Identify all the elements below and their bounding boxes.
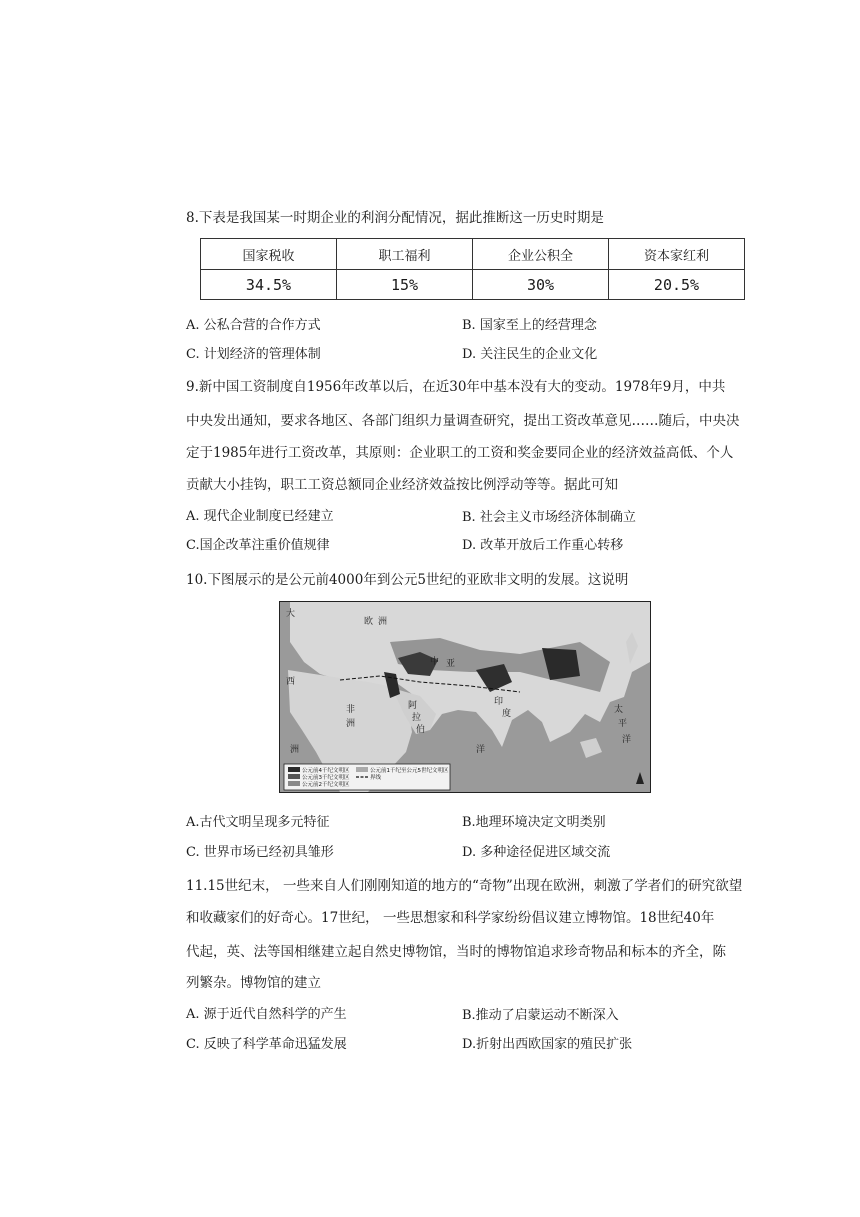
legend-item: 公元前2千纪文明区 <box>302 782 350 788</box>
map-label: 印 <box>494 697 504 707</box>
q11-option-d[interactable]: D.折射出西欧国家的殖民扩张 <box>462 1037 633 1052</box>
table-cell: 15% <box>337 270 473 300</box>
map-label: 平 <box>618 719 628 729</box>
table-cell: 34.5% <box>201 270 337 300</box>
q11-option-c[interactable]: C. 反映了科学革命迅猛发展 <box>186 1037 347 1052</box>
table-header-cell: 企业公积全 <box>473 239 609 270</box>
table-header-cell: 职工福利 <box>337 239 473 270</box>
q8-option-d[interactable]: D. 关注民生的企业文化 <box>462 347 598 362</box>
map-label: 亚 <box>446 659 456 669</box>
q11-option-b[interactable]: B.推动了启蒙运动不断深入 <box>462 1008 619 1023</box>
q10-option-a[interactable]: A.古代文明呈现多元特征 <box>186 815 330 830</box>
q9-line: 中央发出通知，要求各地区、各部门组织力量调查研究，提出工资改革意见……随后，中央决 <box>186 413 740 429</box>
map-label: 非 <box>346 705 356 715</box>
q9-option-a[interactable]: A. 现代企业制度已经建立 <box>186 509 334 524</box>
table-cell: 30% <box>473 270 609 300</box>
map-label: 伯 <box>416 725 426 735</box>
map-label: 中 <box>430 657 440 667</box>
map-label: 洲 <box>290 745 300 755</box>
map-label: 洲 <box>378 617 388 627</box>
map-label: 洲 <box>346 719 356 729</box>
table-cell: 20.5% <box>609 270 745 300</box>
map-label: 大 <box>286 609 296 619</box>
q10-stem: 10.下图展示的是公元前4000年到公元5世纪的亚欧非文明的发展。这说明 <box>186 572 629 588</box>
table-header-cell: 资本家红利 <box>609 239 745 270</box>
table-row <box>201 270 745 300</box>
map-label: 洋 <box>476 745 486 755</box>
legend-swatch <box>356 767 368 772</box>
map-label: 太 <box>614 705 624 715</box>
q11-line: 代起，英、法等国相继建立起自然史博物馆，当时的博物馆追求珍奇物品和标本的齐全，陈 <box>186 944 726 960</box>
map-label: 西 <box>286 677 296 687</box>
table-header-row <box>201 239 745 270</box>
q8-option-c[interactable]: C. 计划经济的管理体制 <box>186 347 321 362</box>
profit-distribution-table <box>200 238 745 300</box>
q9-option-d[interactable]: D. 改革开放后工作重心转移 <box>462 538 624 553</box>
q11-line: 和收藏家们的好奇心。17世纪， 一些思想家和科学家纷纷倡议建立博物馆。18世纪40年 <box>186 910 715 926</box>
legend-swatch <box>288 767 300 772</box>
legend-swatch <box>288 774 300 779</box>
q8-option-b[interactable]: B. 国家至上的经营理念 <box>462 318 597 333</box>
legend-item: 公元前4千纪文明区 <box>302 768 350 774</box>
legend-item: 公元前3千纪文明区 <box>302 775 350 781</box>
legend-swatch <box>288 781 300 786</box>
q11-option-a[interactable]: A. 源于近代自然科学的产生 <box>186 1007 347 1022</box>
table-header-cell: 国家税收 <box>201 239 337 270</box>
q9-option-c[interactable]: C.国企改革注重价值规律 <box>186 538 330 553</box>
q9-line: 贡献大小挂钩，职工工资总额同企业经济效益按比例浮动等等。据此可知 <box>186 477 618 493</box>
q10-option-d[interactable]: D. 多种途径促进区域交流 <box>462 845 611 860</box>
civilization-map <box>279 601 651 793</box>
map-label: 欧 <box>364 617 374 627</box>
civilization-map-svg <box>280 602 650 792</box>
map-label: 洋 <box>622 735 632 745</box>
q9-line: 定于1985年进行工资改革，其原则：企业职工的工资和奖金要同企业的经济效益高低、个人 <box>186 445 734 461</box>
q8-stem: 8.下表是我国某一时期企业的利润分配情况，据此推断这一历史时期是 <box>186 210 604 226</box>
map-label: 阿 <box>408 701 418 711</box>
q10-option-b[interactable]: B.地理环境决定文明类别 <box>462 815 606 830</box>
q10-option-c[interactable]: C. 世界市场已经初具雏形 <box>186 845 334 860</box>
q8-option-a[interactable]: A. 公私合营的合作方式 <box>186 318 321 333</box>
q9-line: 9.新中国工资制度自1956年改革以后，在近30年中基本没有大的变动。1978年9月，中共 <box>186 379 726 395</box>
legend-item: 公元前1千纪至公元5世纪文明区 <box>370 768 449 774</box>
q9-option-b[interactable]: B. 社会主义市场经济体制确立 <box>462 510 636 525</box>
q11-line: 11.15世纪末， 一些来自人们刚刚知道的地方的“奇物”出现在欧洲，刺激了学者们的研究欲望 <box>186 878 743 894</box>
legend-item: 界线 <box>370 775 382 781</box>
q11-line: 列繁杂。博物馆的建立 <box>186 975 321 991</box>
map-label: 度 <box>502 709 512 719</box>
map-label: 拉 <box>412 713 422 723</box>
